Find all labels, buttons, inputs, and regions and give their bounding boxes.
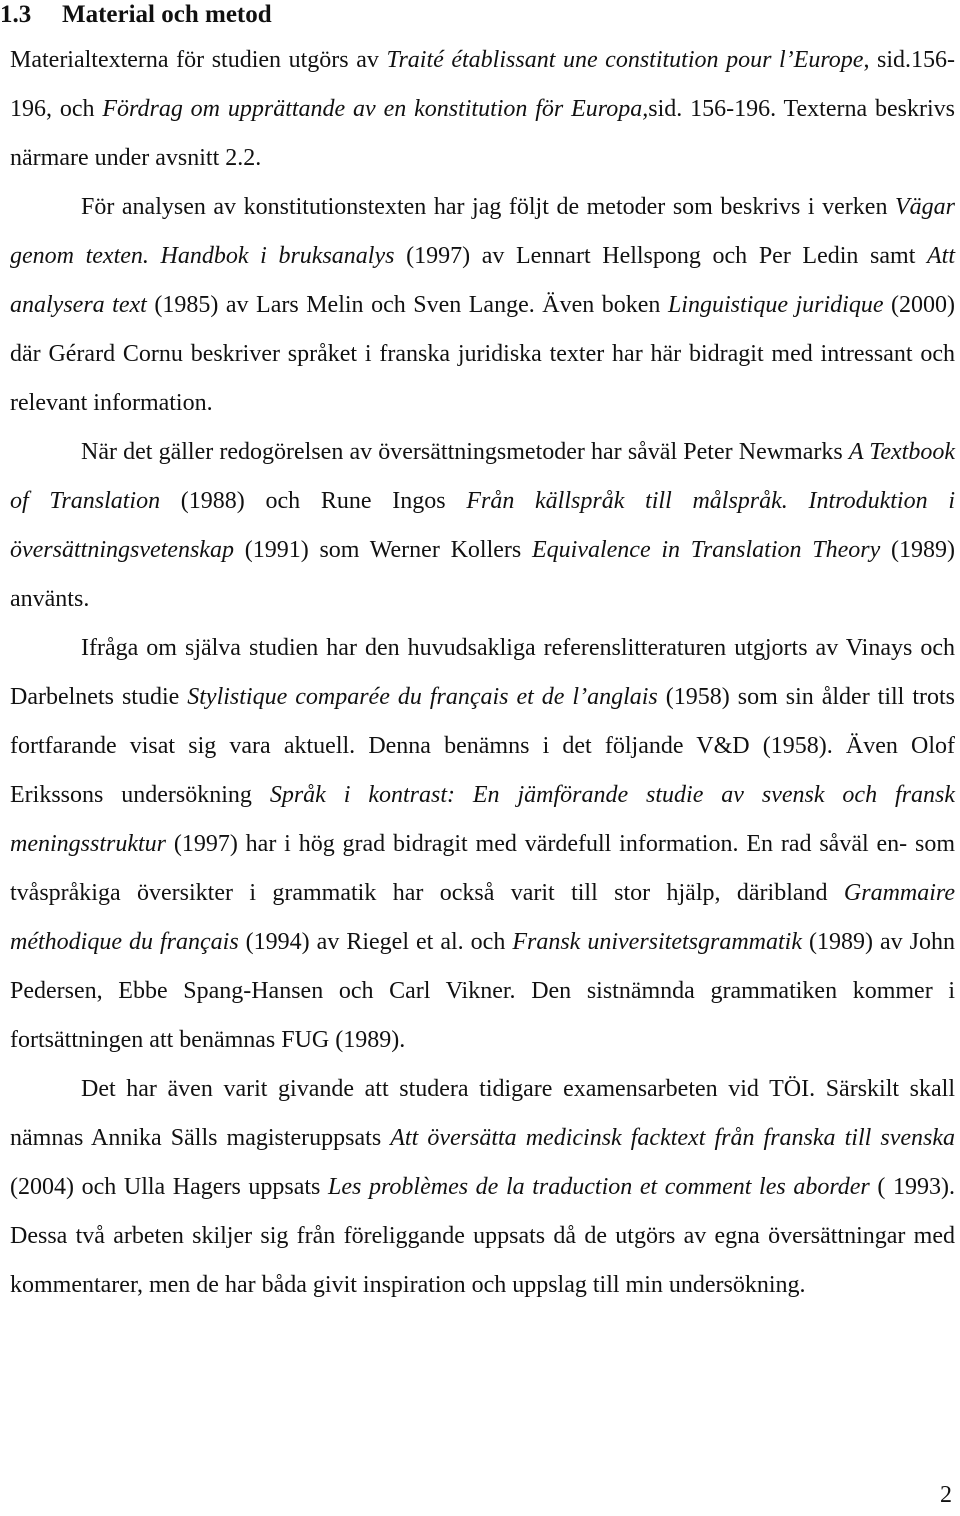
italic-title-text: A Textbook of Translation bbox=[10, 439, 956, 514]
paragraph-text: Materialtexterna för studien utgörs av bbox=[10, 47, 387, 73]
paragraph bbox=[10, 428, 955, 624]
italic-title-text: Linguistique juridique bbox=[667, 292, 884, 318]
paragraph-text: (2004) och Ulla Hagers uppsats bbox=[10, 1174, 329, 1200]
paragraph-text: , sid.156-196, och bbox=[10, 47, 956, 122]
paragraph-text: (1989) använts. bbox=[10, 537, 956, 612]
paragraph-text: För analysen av konstitutionstexten har jag följt de metoder som beskrivs i verken bbox=[81, 194, 895, 220]
section-title: Material och metod bbox=[62, 1, 272, 28]
paragraph-text: ( 1993). Dessa två arbeten skiljer sig från föreliggande uppsats då de utgörs av egna översättningar med kommentarer, men de har båda givit inspiration och uppslag till min undersökning. bbox=[10, 1174, 956, 1298]
body-text bbox=[10, 36, 955, 1310]
italic-title-text: Equivalence in Translation Theory bbox=[532, 537, 881, 563]
paragraph bbox=[10, 36, 955, 183]
paragraph-text: (1989) av John Pedersen, Ebbe Spang-Hansen och Carl Vikner. Den sistnämnda grammatiken kommer i fortsättningen att benämnas FUG (1989). bbox=[10, 929, 956, 1053]
paragraph-text: (1994) av Riegel et al. och bbox=[238, 929, 513, 955]
italic-title-text: Att analysera text bbox=[10, 243, 956, 318]
paragraph-text: (1985) av Lars Melin och Sven Lange. Även boken bbox=[146, 292, 668, 318]
paragraph bbox=[10, 624, 955, 1065]
italic-title-text: Grammaire méthodique du français bbox=[10, 880, 955, 955]
page-number: 2 bbox=[940, 1482, 952, 1508]
paragraph-text: sid. 156-196. Texterna beskrivs närmare under avsnitt 2.2. bbox=[10, 96, 955, 171]
italic-title-text: Fördrag om upprättande av en konstitution för Europa, bbox=[102, 96, 649, 122]
section-heading bbox=[0, 0, 960, 30]
paragraph-text: (1988) och Rune Ingos bbox=[160, 488, 467, 514]
italic-title-text: Stylistique comparée du français et de l’anglais bbox=[187, 684, 658, 710]
paragraph-text: När det gäller redogörelsen av översättningsmetoder har såväl Peter Newmarks bbox=[81, 439, 849, 465]
italic-title-text: Från källspråk till målspråk. Introduktion i översättningsvetenskap bbox=[10, 488, 955, 563]
paragraph-text: (1991) som Werner Kollers bbox=[233, 537, 532, 563]
paragraph-text: (1997) har i hög grad bidragit med värdefull information. En rad såväl en- som tvåspråkiga översikter i grammatik har också varit till stor hjälp, däribland bbox=[10, 831, 955, 906]
paragraph bbox=[10, 183, 955, 428]
italic-title-text: Traité établissant une constitution pour l’Europe bbox=[386, 47, 864, 73]
italic-title-text: Språk i kontrast: En jämförande studie av svensk och fransk meningsstruktur bbox=[10, 782, 955, 857]
paragraph-text: (2000) där Gérard Cornu beskriver språket i franska juridiska texter har här bidragit med intressant och relevant information. bbox=[10, 292, 956, 416]
italic-title-text: Fransk universitetsgrammatik bbox=[512, 929, 802, 955]
paragraph-text: Det har även varit givande att studera tidigare examensarbeten vid TÖI. Särskilt skall nämnas Annika Sälls magisteruppsats bbox=[10, 1076, 955, 1151]
italic-title-text: Les problèmes de la traduction et comment les aborder bbox=[328, 1174, 870, 1200]
italic-title-text: Att översätta medicinsk facktext från franska till svenska bbox=[390, 1125, 955, 1151]
italic-title-text: Vägar genom texten. Handbok i bruksanalys bbox=[10, 194, 955, 269]
paragraph-text: (1997) av Lennart Hellspong och Per Ledin samt bbox=[394, 243, 928, 269]
paragraph-text: (1958) som sin ålder till trots fortfarande visat sig vara aktuell. Denna benämns i det följande V&D (1958). Även Olof Erikssons undersökning bbox=[10, 684, 955, 808]
section-number: 1.3 bbox=[0, 1, 32, 28]
paragraph bbox=[10, 1065, 955, 1310]
paragraph-text: Ifråga om själva studien har den huvudsakliga referenslitteraturen utgjorts av Vinays och Darbelnets studie bbox=[10, 635, 955, 710]
